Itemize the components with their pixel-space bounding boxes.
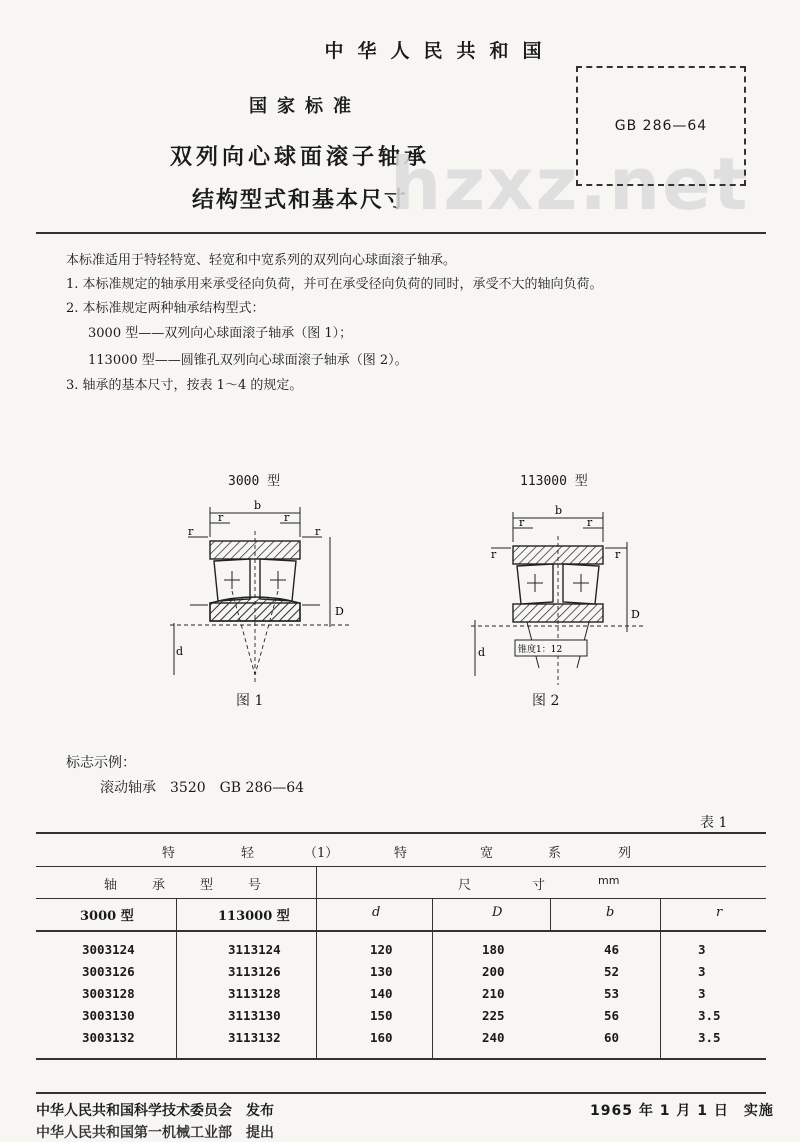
cell-3000: 3003132 [82, 1030, 135, 1045]
cell-113000: 3113124 [228, 942, 281, 957]
paragraph-3: 3. 轴承的基本尺寸，按表 1～4 的规定。 [66, 378, 303, 393]
table-row [36, 1030, 766, 1050]
cell-D: 180 [482, 942, 505, 957]
paragraph-1: 1. 本标准规定的轴承用来承受径向负荷，并可在承受径向负荷的同时，承受不大的轴向负荷。 [66, 277, 603, 292]
fig2-taper-label: 锥度1：12 [518, 645, 563, 655]
series-char-4: 特 [394, 846, 408, 861]
fig2-dim-D: D [631, 608, 640, 621]
paragraph-type-3000: 3000 型——双列向心球面滚子轴承（图 1）； [88, 326, 353, 341]
fig1-dim-d: d [176, 645, 184, 658]
cell-113000: 3113132 [228, 1030, 281, 1045]
footer-proposer: 中华人民共和国第一机械工业部 提出 [36, 1125, 274, 1141]
fig1-dim-r-side-right: r [315, 525, 321, 538]
fig2-dim-r-right: r [587, 516, 593, 529]
size-header-unit: mm [598, 874, 620, 887]
cell-3000: 3003130 [82, 1008, 135, 1023]
table-row [36, 986, 766, 1006]
col-3000: 3000 型 [80, 909, 134, 924]
footer-rule [36, 1092, 766, 1094]
cell-113000: 3113126 [228, 964, 281, 979]
cell-D: 240 [482, 1030, 505, 1045]
cell-d: 160 [370, 1030, 393, 1045]
series-char-5: 宽 [480, 846, 494, 861]
cell-D: 200 [482, 964, 505, 979]
cell-d: 120 [370, 942, 393, 957]
cell-3000: 3003126 [82, 964, 135, 979]
fig1-dimension-lines [174, 507, 330, 675]
cell-r: 3.5 [698, 1030, 721, 1045]
table-vdiv-4 [550, 898, 551, 930]
standard-type: 国家标准 [249, 96, 361, 117]
cell-r: 3 [698, 964, 706, 979]
fig2-dim-r-left: r [519, 516, 525, 529]
cell-r: 3 [698, 986, 706, 1001]
table-rule-2 [36, 898, 766, 899]
document-title-line1: 双列向心球面滚子轴承 [169, 144, 430, 170]
cell-b: 60 [604, 1030, 620, 1045]
table-group-header [36, 874, 766, 894]
paragraph-type-113000: 113000 型——圆锥孔双列向心球面滚子轴承（图 2）。 [88, 353, 408, 368]
fig2-dim-b: b [555, 504, 563, 517]
fig2-rollers [517, 564, 599, 604]
fig1-dim-r-right: r [284, 511, 290, 524]
example-label: 标志示例： [66, 755, 136, 771]
size-header-1: 尺 [458, 878, 472, 893]
fig2-dim-r-side-left: r [491, 548, 497, 561]
standard-code: GB 286—64 [614, 118, 708, 134]
series-char-6: 系 [548, 846, 562, 861]
example-text: 滚动轴承 3520 GB 286—64 [100, 780, 305, 796]
cell-3000: 3003128 [82, 986, 135, 1001]
watermark: hzxz.net [390, 142, 750, 226]
bearing-header-4: 号 [248, 878, 262, 893]
cell-d: 150 [370, 1008, 393, 1023]
table-bottom-rule [36, 1058, 766, 1060]
paragraph-2: 2. 本标准规定两种轴承结构型式： [66, 301, 265, 316]
standard-code-box [576, 66, 746, 186]
figure-1-caption: 图 1 [236, 693, 264, 709]
table-top-rule [36, 832, 766, 834]
col-r: r [716, 905, 723, 920]
series-char-7: 列 [618, 846, 632, 861]
fig1-dim-r-left: r [218, 511, 224, 524]
size-header-2: 寸 [532, 878, 546, 893]
cell-d: 130 [370, 964, 393, 979]
col-b: b [606, 905, 615, 920]
figure-2-caption: 图 2 [532, 693, 560, 709]
cell-b: 56 [604, 1008, 620, 1023]
cell-b: 46 [604, 942, 620, 957]
table-row [36, 942, 766, 962]
footer-date: 1965 年 1 月 1 日 实施 [590, 1103, 774, 1119]
cell-D: 210 [482, 986, 505, 1001]
figure-2-bearing-drawing [455, 500, 655, 690]
bearing-header-3: 型 [200, 878, 214, 893]
fig1-dim-D: D [335, 605, 344, 618]
cell-113000: 3113128 [228, 986, 281, 1001]
cell-d: 140 [370, 986, 393, 1001]
table-rule-3 [36, 930, 766, 932]
table-column-header [36, 905, 766, 925]
footer-issuer: 中华人民共和国科学技术委员会 发布 [36, 1103, 274, 1119]
header-rule [36, 232, 766, 234]
table-rule-1 [36, 866, 766, 867]
series-char-3: （1） [304, 846, 339, 861]
col-113000: 113000 型 [218, 909, 290, 924]
country-title: 中华人民共和国 [324, 40, 556, 62]
series-char-1: 特 [162, 846, 176, 861]
cell-b: 52 [604, 964, 620, 979]
fig2-dim-d: d [478, 646, 486, 659]
series-char-2: 轻 [241, 846, 255, 861]
fig1-dim-b: b [254, 499, 262, 512]
table-label: 表 1 [700, 815, 728, 831]
fig1-dim-r-side-left: r [188, 525, 194, 538]
cell-b: 53 [604, 986, 620, 1001]
paragraph-scope: 本标准适用于特轻特宽、轻宽和中宽系列的双列向心球面滚子轴承。 [66, 253, 457, 268]
col-d: d [372, 905, 381, 920]
bearing-header-1: 轴 [104, 878, 118, 893]
table-row [36, 1008, 766, 1028]
cell-3000: 3003124 [82, 942, 135, 957]
table-series-header [36, 842, 766, 862]
figure-1-bearing-drawing [150, 495, 370, 690]
fig2-dim-r-side-right: r [615, 548, 621, 561]
col-D: D [492, 905, 503, 920]
cell-113000: 3113130 [228, 1008, 281, 1023]
bearing-header-2: 承 [152, 878, 166, 893]
document-title-line2: 结构型式和基本尺寸 [191, 187, 408, 213]
fig2-type-label: 113000 型 [520, 474, 588, 489]
cell-D: 225 [482, 1008, 505, 1023]
cell-r: 3.5 [698, 1008, 721, 1023]
table-row [36, 964, 766, 984]
fig1-type-label: 3000 型 [228, 474, 281, 489]
cell-r: 3 [698, 942, 706, 957]
